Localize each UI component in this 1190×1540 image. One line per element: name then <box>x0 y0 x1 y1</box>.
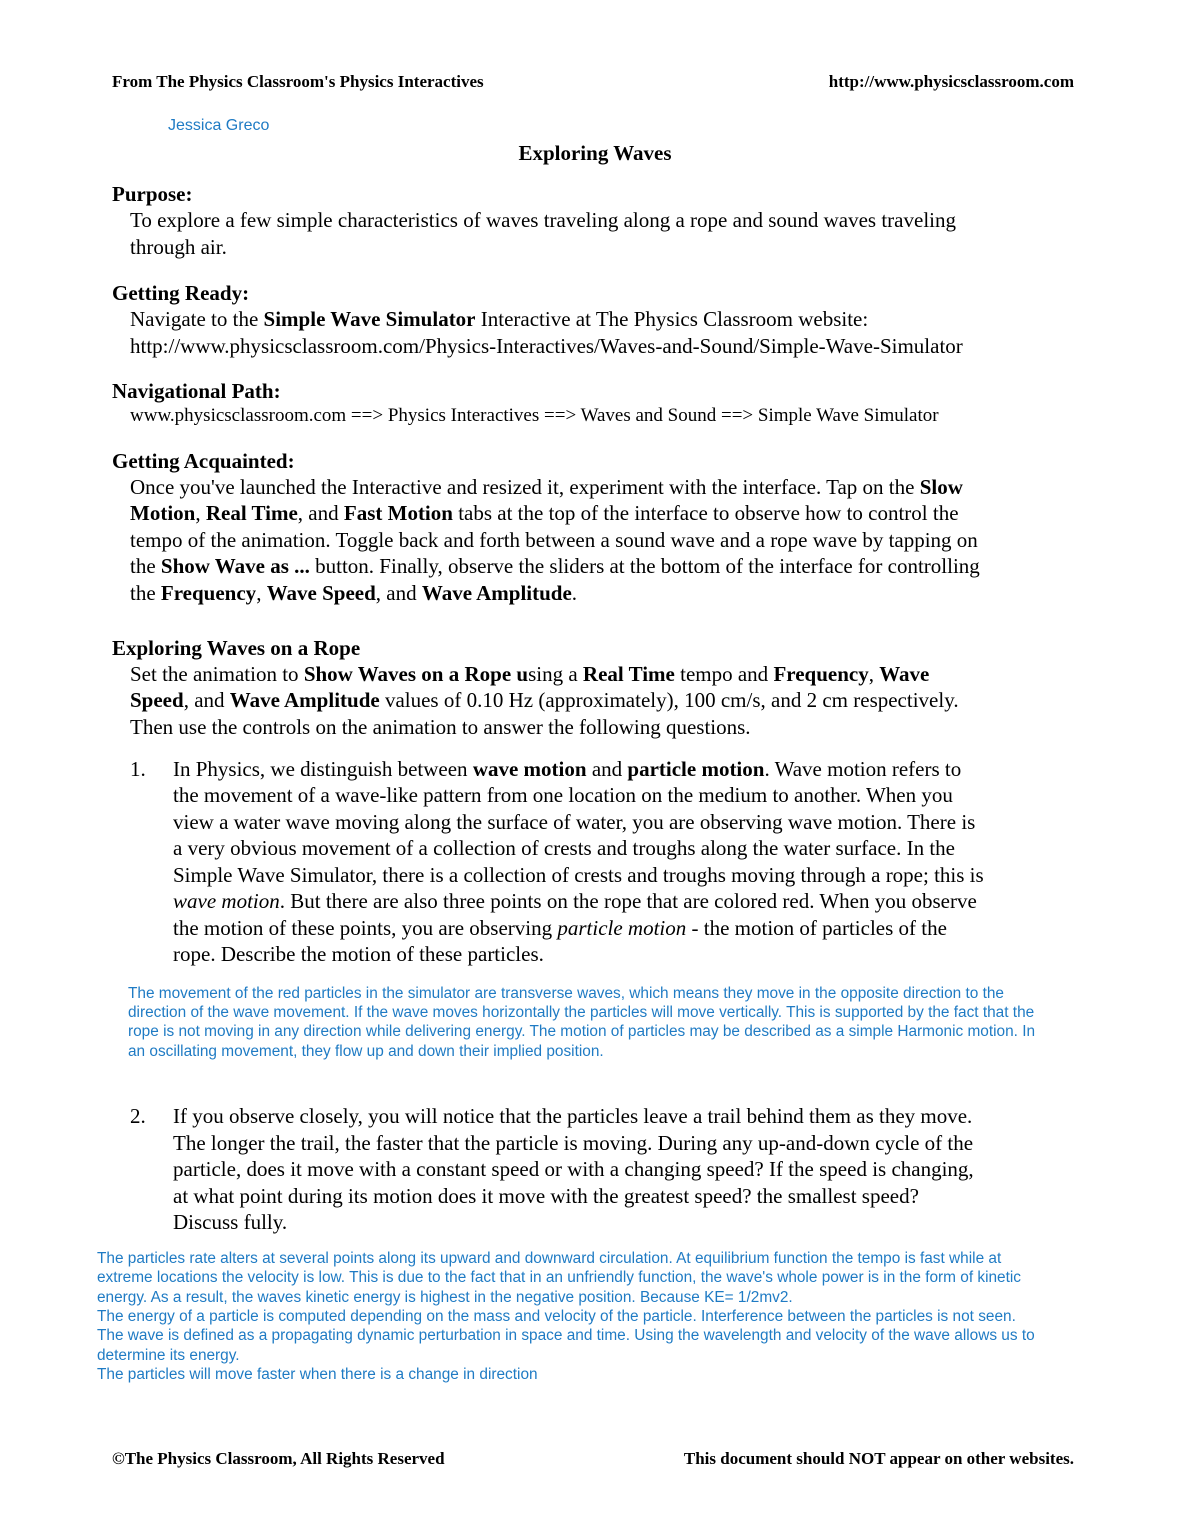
acquainted-line-3: tempo of the animation. Toggle back and forth between a sound wave and a rope wave by tapping on <box>130 528 978 552</box>
question-1-number: 1. <box>130 757 146 781</box>
rope-line-1: Set the animation to Show Waves on a Rope using a Real Time tempo and Frequency, Wave <box>130 662 930 686</box>
question-2-line-3: particle, does it move with a constant speed or with a changing speed? If the speed is changing, <box>173 1157 974 1181</box>
question-1-line-3: view a water wave moving along the surface of water, you are observing wave motion. There is <box>173 810 976 834</box>
nav-path-heading: Navigational Path: <box>112 379 281 403</box>
question-1-line-5: Simple Wave Simulator, there is a collection of crests and troughs moving through a rope; this is <box>173 863 984 887</box>
rope-line-3: Then use the controls on the animation to answer the following questions. <box>130 715 751 739</box>
question-1-line-4: a very obvious movement of a collection of crests and troughs along the water surface. In the <box>173 836 955 860</box>
question-1-line-2: the movement of a wave-like pattern from one location on the medium to another. When you <box>173 783 953 807</box>
acquainted-line-2: Motion, Real Time, and Fast Motion tabs at the top of the interface to observe how to control the <box>130 501 959 525</box>
question-2-line-2: The longer the trail, the faster that the particle is moving. During any up-and-down cycle of the <box>173 1131 974 1155</box>
question-2-number: 2. <box>130 1104 146 1128</box>
answer-1-line-4: an oscillating movement, they flow up and down their implied position. <box>128 1043 604 1060</box>
footer-copyright: ©The Physics Classroom, All Rights Reserved <box>112 1449 445 1468</box>
answer-2-line-4: The energy of a particle is computed depending on the mass and velocity of the particle. Interference between the particles is not seen. <box>97 1308 1016 1325</box>
simulator-url: http://www.physicsclassroom.com/Physics-Interactives/Waves-and-Sound/Simple-Wave-Simulator <box>130 334 963 358</box>
question-1-line-8: rope. Describe the motion of these particles. <box>173 942 544 966</box>
answer-1-line-2: direction of the wave movement. If the wave moves horizontally the particles will move vertically. This is supported by the fact that the <box>128 1004 1035 1021</box>
question-1-line-1: In Physics, we distinguish between wave motion and particle motion. Wave motion refers to <box>173 757 962 781</box>
question-2-line-5: Discuss fully. <box>173 1210 288 1234</box>
acquainted-heading: Getting Acquainted: <box>112 449 295 473</box>
answer-2-line-5: The wave is defined as a propagating dynamic perturbation in space and time. Using the wavelength and velocity of the wave allows us to <box>97 1327 1035 1344</box>
answer-2-line-7: The particles will move faster when there is a change in direction <box>97 1366 538 1383</box>
question-2-line-1: If you observe closely, you will notice that the particles leave a trail behind them as they move. <box>173 1104 973 1128</box>
purpose-line-1: To explore a few simple characteristics of waves traveling along a rope and sound waves traveling <box>130 208 956 232</box>
acquainted-line-1: Once you've launched the Interactive and resized it, experiment with the interface. Tap on the Slow <box>130 475 963 499</box>
nav-path-text: www.physicsclassroom.com ==> Physics Interactives ==> Waves and Sound ==> Simple Wave Simulator <box>130 405 939 426</box>
page-header-left: From The Physics Classroom's Physics Interactives <box>112 72 484 91</box>
page-header-right: http://www.physicsclassroom.com <box>828 72 1074 91</box>
answer-1-line-1: The movement of the red particles in the simulator are transverse waves, which means they move in the opposite direction to the <box>128 985 1004 1002</box>
getting-ready-line-1: Navigate to the Simple Wave Simulator Interactive at The Physics Classroom website: <box>130 307 869 331</box>
acquainted-line-5: the Frequency, Wave Speed, and Wave Amplitude. <box>130 581 578 605</box>
rope-heading: Exploring Waves on a Rope <box>112 636 361 660</box>
answer-2-line-6: determine its energy. <box>97 1347 240 1364</box>
question-1-line-6: wave motion. But there are also three points on the rope that are colored red. When you observe <box>173 889 977 913</box>
getting-ready-heading: Getting Ready: <box>112 281 250 305</box>
document-title: Exploring Waves <box>518 141 672 165</box>
question-1-line-7: the motion of these points, you are observing particle motion - the motion of particles of the <box>173 916 947 940</box>
question-2-line-4: at what point during its motion does it move with the greatest speed? the smallest speed? <box>173 1184 919 1208</box>
answer-1-line-3: rope is not moving in any direction while delivering energy. The motion of particles may be described as a simple Harmonic motion. In <box>128 1023 1036 1040</box>
purpose-line-2: through air. <box>130 235 227 259</box>
purpose-heading: Purpose: <box>112 182 193 206</box>
acquainted-line-4: the Show Wave as ... button. Finally, observe the sliders at the bottom of the interface for controlling <box>130 554 980 578</box>
answer-2-line-1: The particles rate alters at several points along its upward and downward circulation. At equilibrium function the tempo is fast while at <box>97 1250 1002 1267</box>
rope-line-2: Speed, and Wave Amplitude values of 0.10 Hz (approximately), 100 cm/s, and 2 cm respectively. <box>130 688 959 712</box>
footer-notice: This document should NOT appear on other websites. <box>683 1449 1074 1468</box>
answer-2-line-2: extreme locations the velocity is low. This is due to the fact that in an unfriendly function, the wave's whole power is in the form of kinetic <box>97 1269 1021 1286</box>
answer-2-line-3: energy. As a result, the waves kinetic energy is highest in the negative position. Because KE= 1/2mv2. <box>97 1289 793 1306</box>
author-name: Jessica Greco <box>168 117 270 134</box>
